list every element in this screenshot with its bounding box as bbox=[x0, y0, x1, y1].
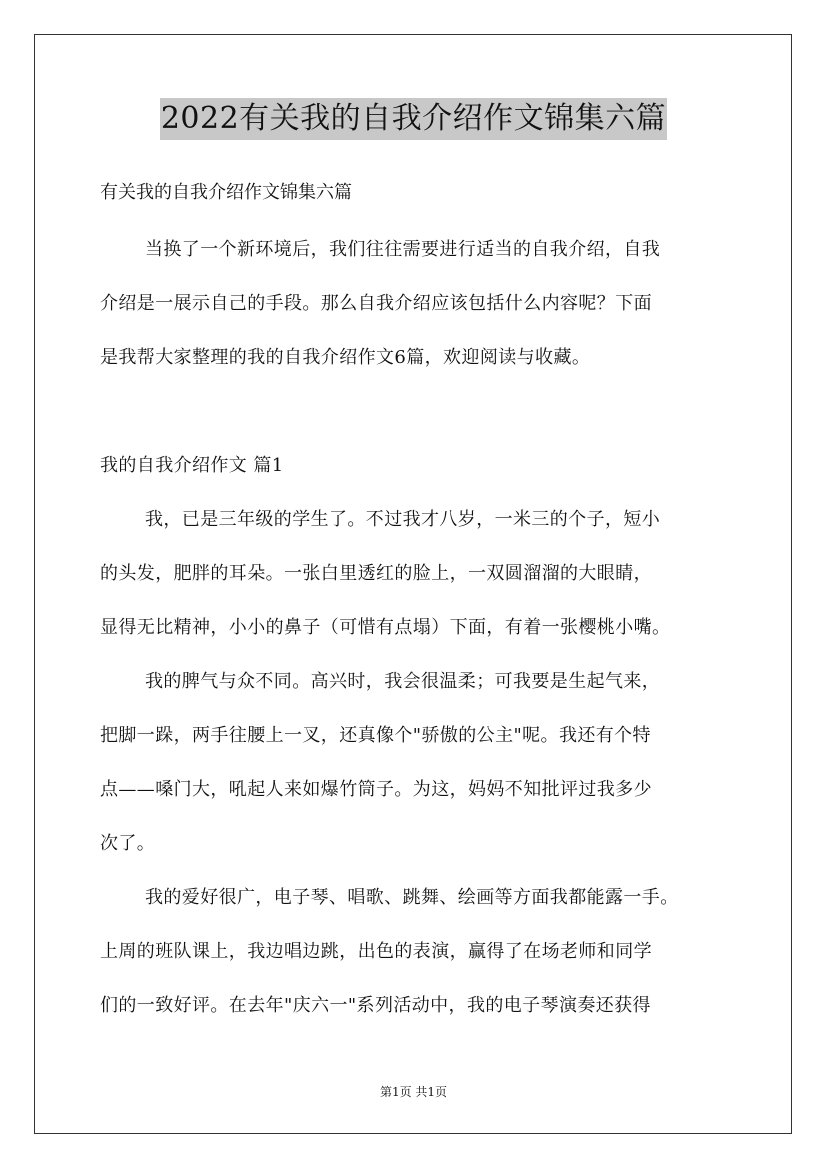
section-heading: 我的自我介绍作文 篇1 bbox=[100, 455, 284, 476]
intro-line: 是我帮大家整理的我的自我介绍作文6篇，欢迎阅读与收藏。 bbox=[100, 347, 591, 368]
document-subtitle: 有关我的自我介绍作文锦集六篇 bbox=[100, 182, 352, 203]
paragraph-line: 把脚一跺，两手往腰上一叉，还真像个"骄傲的公主"呢。我还有个特 bbox=[100, 725, 651, 746]
paragraph-line: 我的爱好很广，电子琴、唱歌、跳舞、绘画等方面我都能露一手。 bbox=[145, 887, 679, 908]
paragraph-line: 我，已是三年级的学生了。不过我才八岁，一米三的个子，短小 bbox=[145, 509, 661, 530]
paragraph-line: 的头发，肥胖的耳朵。一张白里透红的脸上，一双圆溜溜的大眼睛， bbox=[100, 563, 652, 584]
paragraph-line: 上周的班队课上，我边唱边跳，出色的表演，赢得了在场老师和同学 bbox=[100, 941, 652, 962]
paragraph-line: 们的一致好评。在去年"庆六一"系列活动中，我的电子琴演奏还获得 bbox=[100, 995, 651, 1016]
intro-line: 当换了一个新环境后，我们往往需要进行适当的自我介绍，自我 bbox=[145, 239, 661, 260]
paragraph-line: 显得无比精神，小小的鼻子（可惜有点塌）下面，有着一张樱桃小嘴。 bbox=[100, 617, 671, 638]
page-footer: 第1页 共1页 bbox=[379, 1085, 448, 1099]
document-title: 2022有关我的自我介绍作文锦集六篇 bbox=[160, 98, 667, 140]
intro-line: 介绍是一展示自己的手段。那么自我介绍应该包括什么内容呢？下面 bbox=[100, 293, 652, 314]
title-container bbox=[0, 98, 827, 140]
paragraph-line: 次了。 bbox=[100, 833, 156, 854]
paragraph-line: 我的脾气与众不同。高兴时，我会很温柔；可我要是生起气来， bbox=[145, 671, 661, 692]
paragraph-line: 点——嗓门大，吼起人来如爆竹筒子。为这，妈妈不知批评过我多少 bbox=[100, 779, 652, 800]
